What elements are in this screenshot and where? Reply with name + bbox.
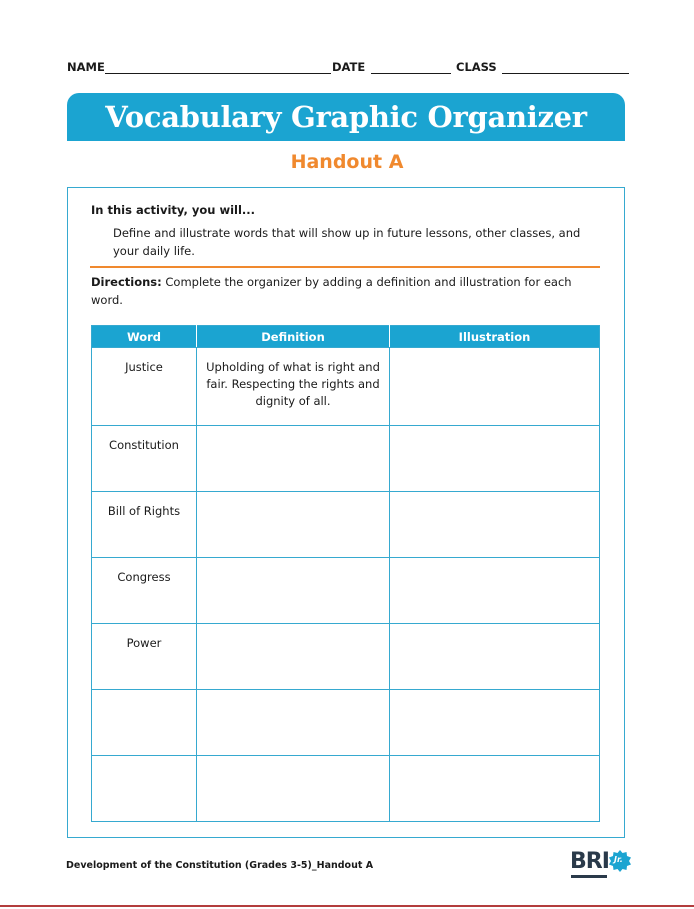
title-banner: [67, 93, 625, 141]
logo-text: BRI: [570, 849, 609, 874]
illustration-cell[interactable]: [390, 756, 600, 822]
table-row: [92, 492, 600, 558]
illustration-cell[interactable]: [390, 624, 600, 690]
intro-lead: In this activity, you will...: [91, 203, 256, 217]
word-cell: Constitution: [92, 426, 197, 492]
table-row: [92, 756, 600, 822]
date-field[interactable]: [371, 73, 451, 74]
definition-cell[interactable]: [197, 426, 390, 492]
definition-cell[interactable]: [197, 492, 390, 558]
illustration-cell[interactable]: [390, 492, 600, 558]
table-row: [92, 624, 600, 690]
orange-divider: [90, 266, 600, 268]
date-label: DATE: [332, 60, 366, 74]
directions: [91, 273, 606, 309]
directions-label: Directions:: [91, 275, 162, 289]
illustration-cell[interactable]: [390, 690, 600, 756]
header-illustration: Illustration: [390, 326, 600, 348]
illustration-cell[interactable]: [390, 348, 600, 426]
word-cell: Congress: [92, 558, 197, 624]
word-cell: Power: [92, 624, 197, 690]
word-cell[interactable]: [92, 756, 197, 822]
student-info-line: [67, 60, 629, 78]
header-word: Word: [92, 326, 197, 348]
table-row: [92, 348, 600, 426]
vocabulary-table: [91, 325, 600, 822]
word-cell[interactable]: [92, 690, 197, 756]
table-row: [92, 558, 600, 624]
definition-cell[interactable]: [197, 690, 390, 756]
name-label: NAME: [67, 60, 105, 74]
logo-badge-text: Jr.: [614, 855, 623, 864]
word-cell: Justice: [92, 348, 197, 426]
illustration-cell[interactable]: [390, 558, 600, 624]
footer-text: Development of the Constitution (Grades 3-5)_Handout A: [66, 860, 374, 871]
illustration-cell[interactable]: [390, 426, 600, 492]
class-label: CLASS: [456, 60, 497, 74]
definition-cell[interactable]: [197, 756, 390, 822]
page-title: Vocabulary Graphic Organizer: [105, 100, 587, 134]
table-row: [92, 690, 600, 756]
definition-cell[interactable]: Upholding of what is right and fair. Respecting the rights and dignity of all.: [197, 348, 390, 426]
intro-body: Define and illustrate words that will show up in future lessons, other classes, and your daily life.: [113, 226, 581, 258]
bri-jr-logo: [570, 848, 630, 878]
definition-cell[interactable]: [197, 558, 390, 624]
directions-text: Complete the organizer by adding a definition and illustration for each word.: [91, 275, 572, 307]
name-field[interactable]: [105, 73, 331, 74]
table-row: [92, 426, 600, 492]
handout-subtitle: Handout A: [290, 151, 404, 173]
word-cell: Bill of Rights: [92, 492, 197, 558]
table-header-row: [92, 326, 600, 348]
class-field[interactable]: [502, 73, 629, 74]
logo-underline: [571, 875, 607, 878]
definition-cell[interactable]: [197, 624, 390, 690]
bottom-rule: [0, 905, 694, 907]
header-definition: Definition: [197, 326, 390, 348]
